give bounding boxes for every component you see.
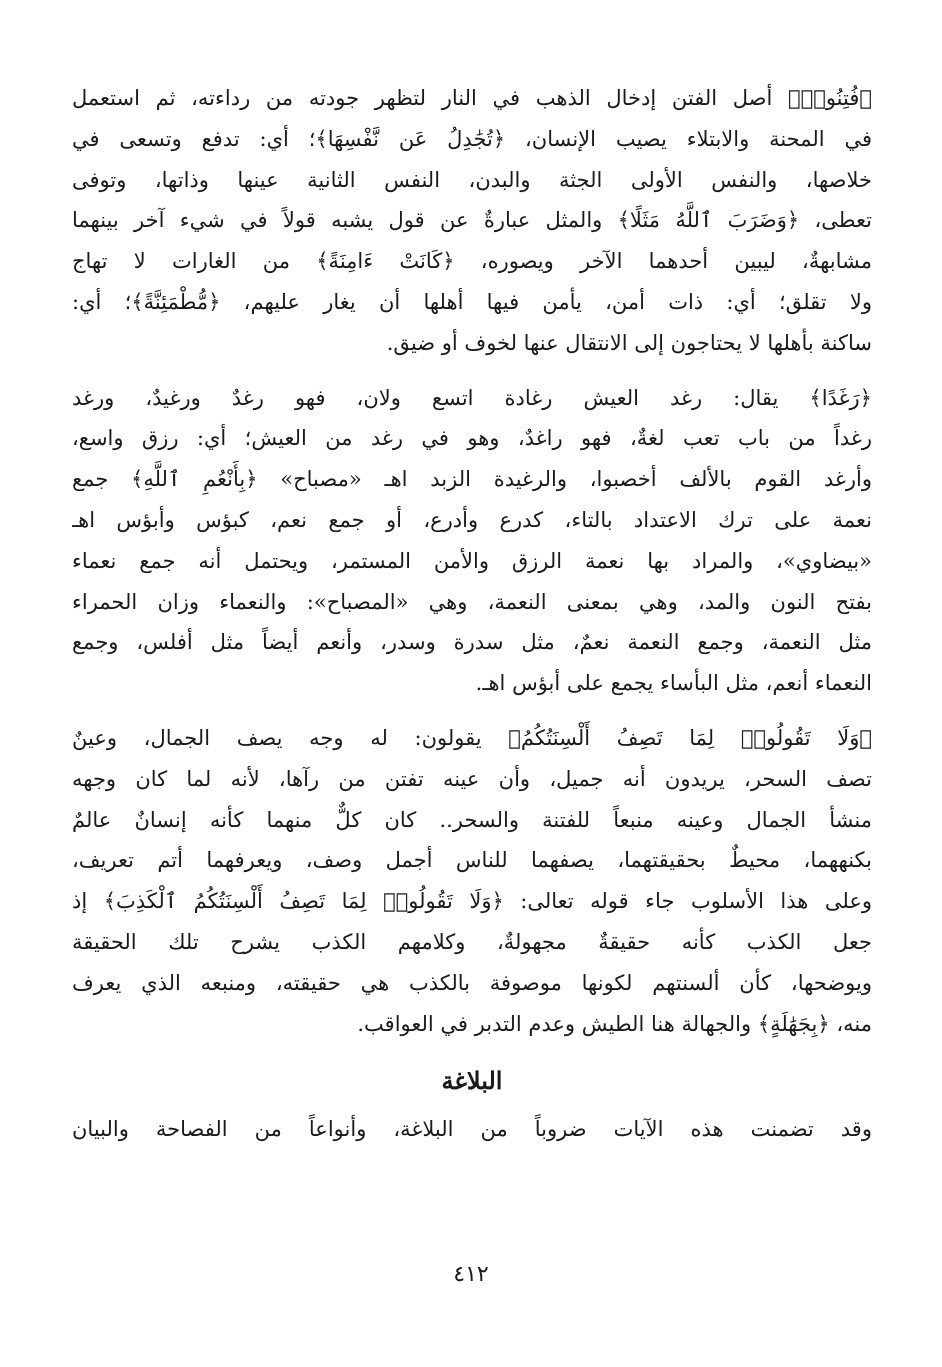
text-line: تعطى، ﴿وَضَرَبَ ٱللَّهُ مَثَلًا﴾ والمثل عبارةٌ عن قول يشبه قولاً في شيء آخر بينهما (72, 208, 872, 233)
text-line: خلاصها، والنفس الأولى الجثة والبدن، النفس الثانية عينها وذاتها، وتوفى (72, 167, 872, 192)
text-line: بفتح النون والمد، وهي بمعنى النعمة، وهي «المصباح»: والنعماء وزان الحمراء (72, 589, 872, 614)
text-line: وعلى هذا الأسلوب جاء قوله تعالى: ﴿وَلَا تَقُولُوا۟ لِمَا تَصِفُ أَلْسِنَتُكُمُ ٱلْكَذِبَ﴾ إذ (72, 889, 872, 914)
text-line: منشأ الجمال وعينه منبعاً للفتنة والسحر.. كان كلٌّ منهما كأنه إنسانٌ عالمٌ (72, 807, 872, 832)
page-body (72, 78, 872, 1164)
text-line: ﴿فُتِنُوا۟﴾ أصل الفتن إدخال الذهب في النار لتظهر جودته من رداءته، ثم استعمل (72, 86, 872, 110)
text-line: جعل الكذب كأنه حقيقةٌ مجهولةٌ، وكلامهم الكذب يشرح تلك الحقيقة (72, 929, 872, 954)
text-line: ساكنة بأهلها لا يحتاجون إلى الانتقال عنها لخوف أو ضيق. (386, 330, 872, 355)
text-line: وقد تضمنت هذه الآيات ضروباً من البلاغة، وأنواعاً من الفصاحة والبيان (72, 1117, 872, 1142)
text-line: بكنههما، محيطٌ بحقيقتهما، يصفهما للناس أجمل وصف، ويعرفهما أتم تعريف، (72, 848, 872, 873)
text-line: منه، ﴿بِجَهَٰلَةٍ﴾ والجهالة هنا الطيش وعدم التدبر في العواقب. (357, 1011, 872, 1036)
text-line: مشابهةٌ، ليبين أحدهما الآخر ويصوره، ﴿كَانَتْ ءَامِنَةً﴾ من الغارات لا تهاج (72, 249, 872, 274)
paragraph-closing (72, 1109, 872, 1150)
text-line: تصف السحر، يريدون أنه جميل، وأن عينه تفتن من رآها، لأنه لما كان وجهه (72, 766, 872, 791)
text-line: «بيضاوي»، والمراد بها نعمة الرزق والأمن المستمر، ويحتمل أنه جمع نعماء (72, 548, 872, 573)
text-line: في المحنة والابتلاء يصيب الإنسان، ﴿تُجَٰدِلُ عَن نَّفْسِهَا﴾؛ أي: تدفع وتسعى في (72, 126, 872, 151)
text-line: وأرغد القوم بالألف أخصبوا، والرغيدة الزبد اهـ «مصباح» ﴿بِأَنْعُمِ ٱللَّهِ﴾ جمع (72, 467, 872, 492)
text-line: ﴿رَغَدًا﴾ يقال: رغد العيش رغادة اتسع ولان، فهو رغدٌ ورغيدٌ، ورغد (72, 385, 872, 410)
text-line: النعماء أنعم، مثل البأساء يجمع على أبؤس اهـ. (475, 671, 872, 696)
text-line: رغداً من باب تعب لغةٌ، فهو راغدٌ، وهو في رغد من العيش؛ أي: رزق واسع، (72, 426, 872, 451)
text-line: مثل النعمة، وجمع النعمة نعمٌ، مثل سدرة وسدر، وأنعم أيضاً مثل أفلس، وجمع (72, 630, 872, 655)
text-line: نعمة على ترك الاعتداد بالتاء، كدرع وأدرع، أو جمع نعم، كبؤس وأبؤس اهـ (72, 507, 872, 532)
paragraph-fitnah (72, 78, 872, 364)
text-line: ولا تقلق؛ أي: ذات أمن، يأمن فيها أهلها أن يغار عليهم، ﴿مُّطْمَئِنَّةً﴾؛ أي: (72, 289, 872, 314)
paragraph-raghad (72, 378, 872, 704)
text-line: ﴿وَلَا تَقُولُوا۟ لِمَا تَصِفُ أَلْسِنَتُكُمُ﴾ يقولون: له وجه يصف الجمال، وعينٌ (72, 725, 872, 750)
section-title-balagha: البلاغة (441, 1066, 503, 1096)
page-number: ٤١٢ (453, 1262, 489, 1287)
paragraph-wala-taqulu (72, 718, 872, 1044)
text-line: ويوضحها، كأن ألسنتهم لكونها موصوفة بالكذب هي حقيقته، ومنبعه الذي يعرف (72, 970, 872, 995)
